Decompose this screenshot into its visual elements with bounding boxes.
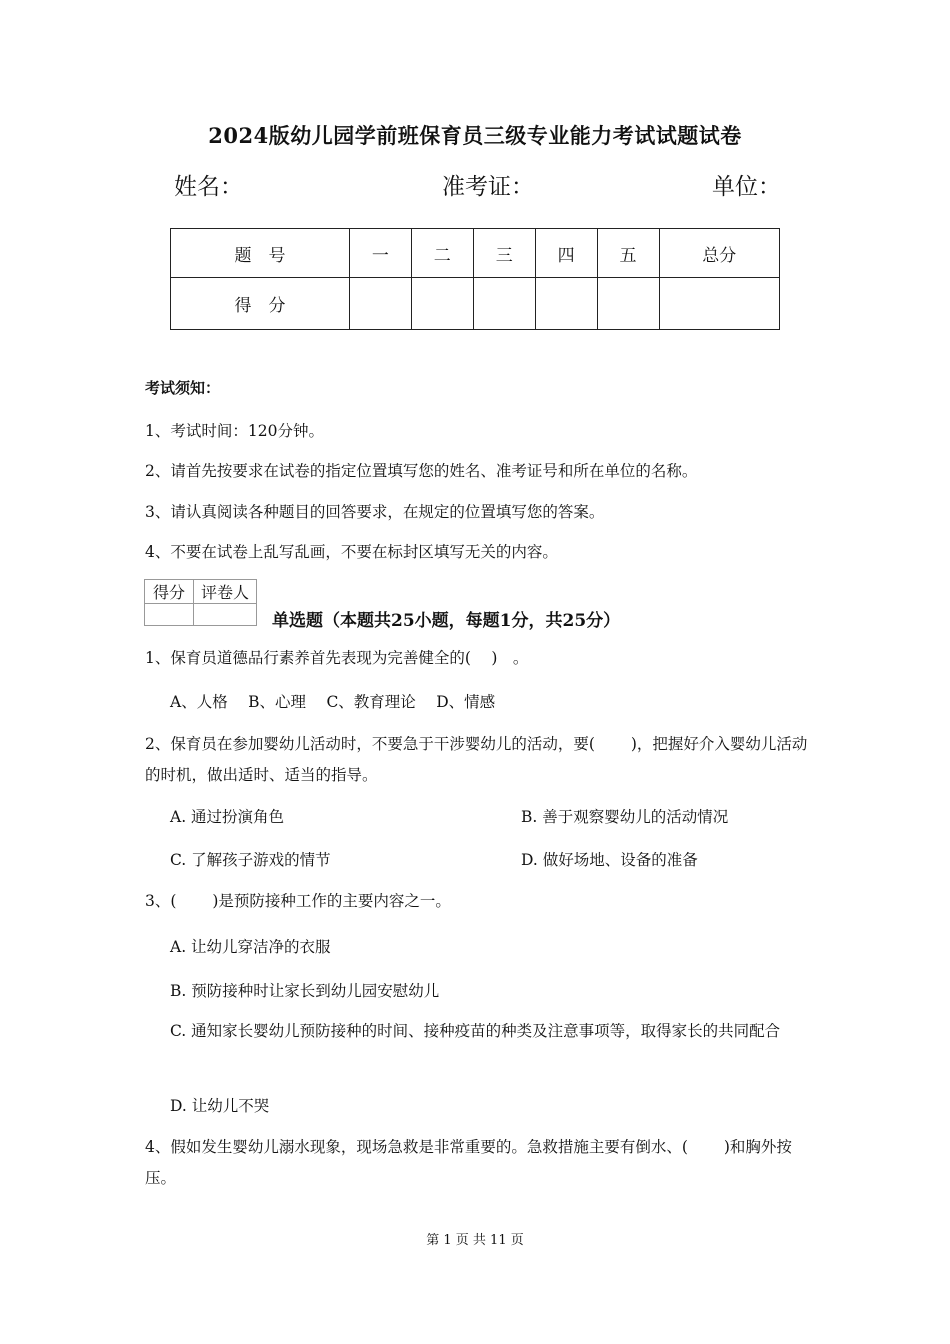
score-table-header-row [171, 229, 780, 278]
exam-number-field-label: 准考证： [442, 174, 534, 200]
notice-item-3: 3、请认真阅读各种题目的回答要求，在规定的位置填写您的答案。 [145, 503, 605, 521]
grader-box [144, 579, 257, 626]
score-header-3: 三 [473, 229, 535, 278]
notice-item-4: 4、不要在试卷上乱写乱画，不要在标封区填写无关的内容。 [145, 543, 558, 561]
question-1-stem: 1、保育员道德品行素养首先表现为完善健全的( ) 。 [145, 649, 529, 667]
score-header-2: 二 [411, 229, 473, 278]
grader-reviewer-label: 评卷人 [194, 580, 257, 604]
score-cell-1[interactable] [349, 278, 411, 330]
score-cell-total[interactable] [659, 278, 779, 330]
grader-score-cell[interactable] [145, 604, 194, 626]
score-cell-5[interactable] [597, 278, 659, 330]
question-2-option-b[interactable]: B. 善于观察婴幼儿的活动情况 [521, 808, 729, 826]
notice-item-1: 1、考试时间：120分钟。 [145, 422, 324, 440]
grader-score-label: 得分 [145, 580, 194, 604]
notice-item-2: 2、请首先按要求在试卷的指定位置填写您的姓名、准考证号和所在单位的名称。 [145, 462, 698, 480]
page-footer: 第 1 页 共 11 页 [426, 1233, 524, 1248]
question-3-option-a[interactable]: A. 让幼儿穿洁净的衣服 [170, 938, 331, 956]
score-row-label: 得 分 [171, 278, 350, 330]
question-3-option-b[interactable]: B. 预防接种时让家长到幼儿园安慰幼儿 [170, 982, 440, 1000]
question-2-stem: 2、保育员在参加婴幼儿活动时，不要急于干涉婴幼儿的活动，要( )，把握好介入婴幼儿活动的时机，做出适时、适当的指导。 [145, 735, 808, 784]
question-3-option-d[interactable]: D. 让幼儿不哭 [170, 1097, 270, 1115]
score-header-5: 五 [597, 229, 659, 278]
question-2-option-d[interactable]: D. 做好场地、设备的准备 [521, 851, 698, 869]
score-cell-2[interactable] [411, 278, 473, 330]
notice-title: 考试须知： [145, 379, 221, 397]
grader-reviewer-cell[interactable] [194, 604, 257, 626]
question-1-options: A、人格 B、心理 C、教育理论 D、情感 [170, 693, 496, 711]
score-table-score-row [171, 278, 780, 330]
score-header-4: 四 [535, 229, 597, 278]
name-field-label: 姓名： [174, 174, 243, 200]
question-2-option-a[interactable]: A. 通过扮演角色 [170, 808, 285, 826]
score-header-1: 一 [349, 229, 411, 278]
exam-title: 2024版幼儿园学前班保育员三级专业能力考试试题试卷 [208, 123, 742, 148]
score-header-total: 总分 [659, 229, 779, 278]
question-2-option-c[interactable]: C. 了解孩子游戏的情节 [170, 851, 331, 869]
unit-field-label: 单位： [712, 174, 781, 200]
score-table [170, 228, 780, 330]
score-cell-3[interactable] [473, 278, 535, 330]
question-4-stem: 4、假如发生婴幼儿溺水现象，现场急救是非常重要的。急救措施主要有倒水、( )和胸外按压。 [145, 1138, 792, 1187]
score-header-label: 题 号 [171, 229, 350, 278]
question-3-option-c[interactable]: C. 通知家长婴幼儿预防接种的时间、接种疫苗的种类及注意事项等，取得家长的共同配合 [170, 1022, 781, 1040]
score-cell-4[interactable] [535, 278, 597, 330]
section-title: 单选题（本题共25小题，每题1分，共25分） [272, 611, 621, 631]
question-3-stem: 3、( )是预防接种工作的主要内容之一。 [145, 892, 451, 910]
